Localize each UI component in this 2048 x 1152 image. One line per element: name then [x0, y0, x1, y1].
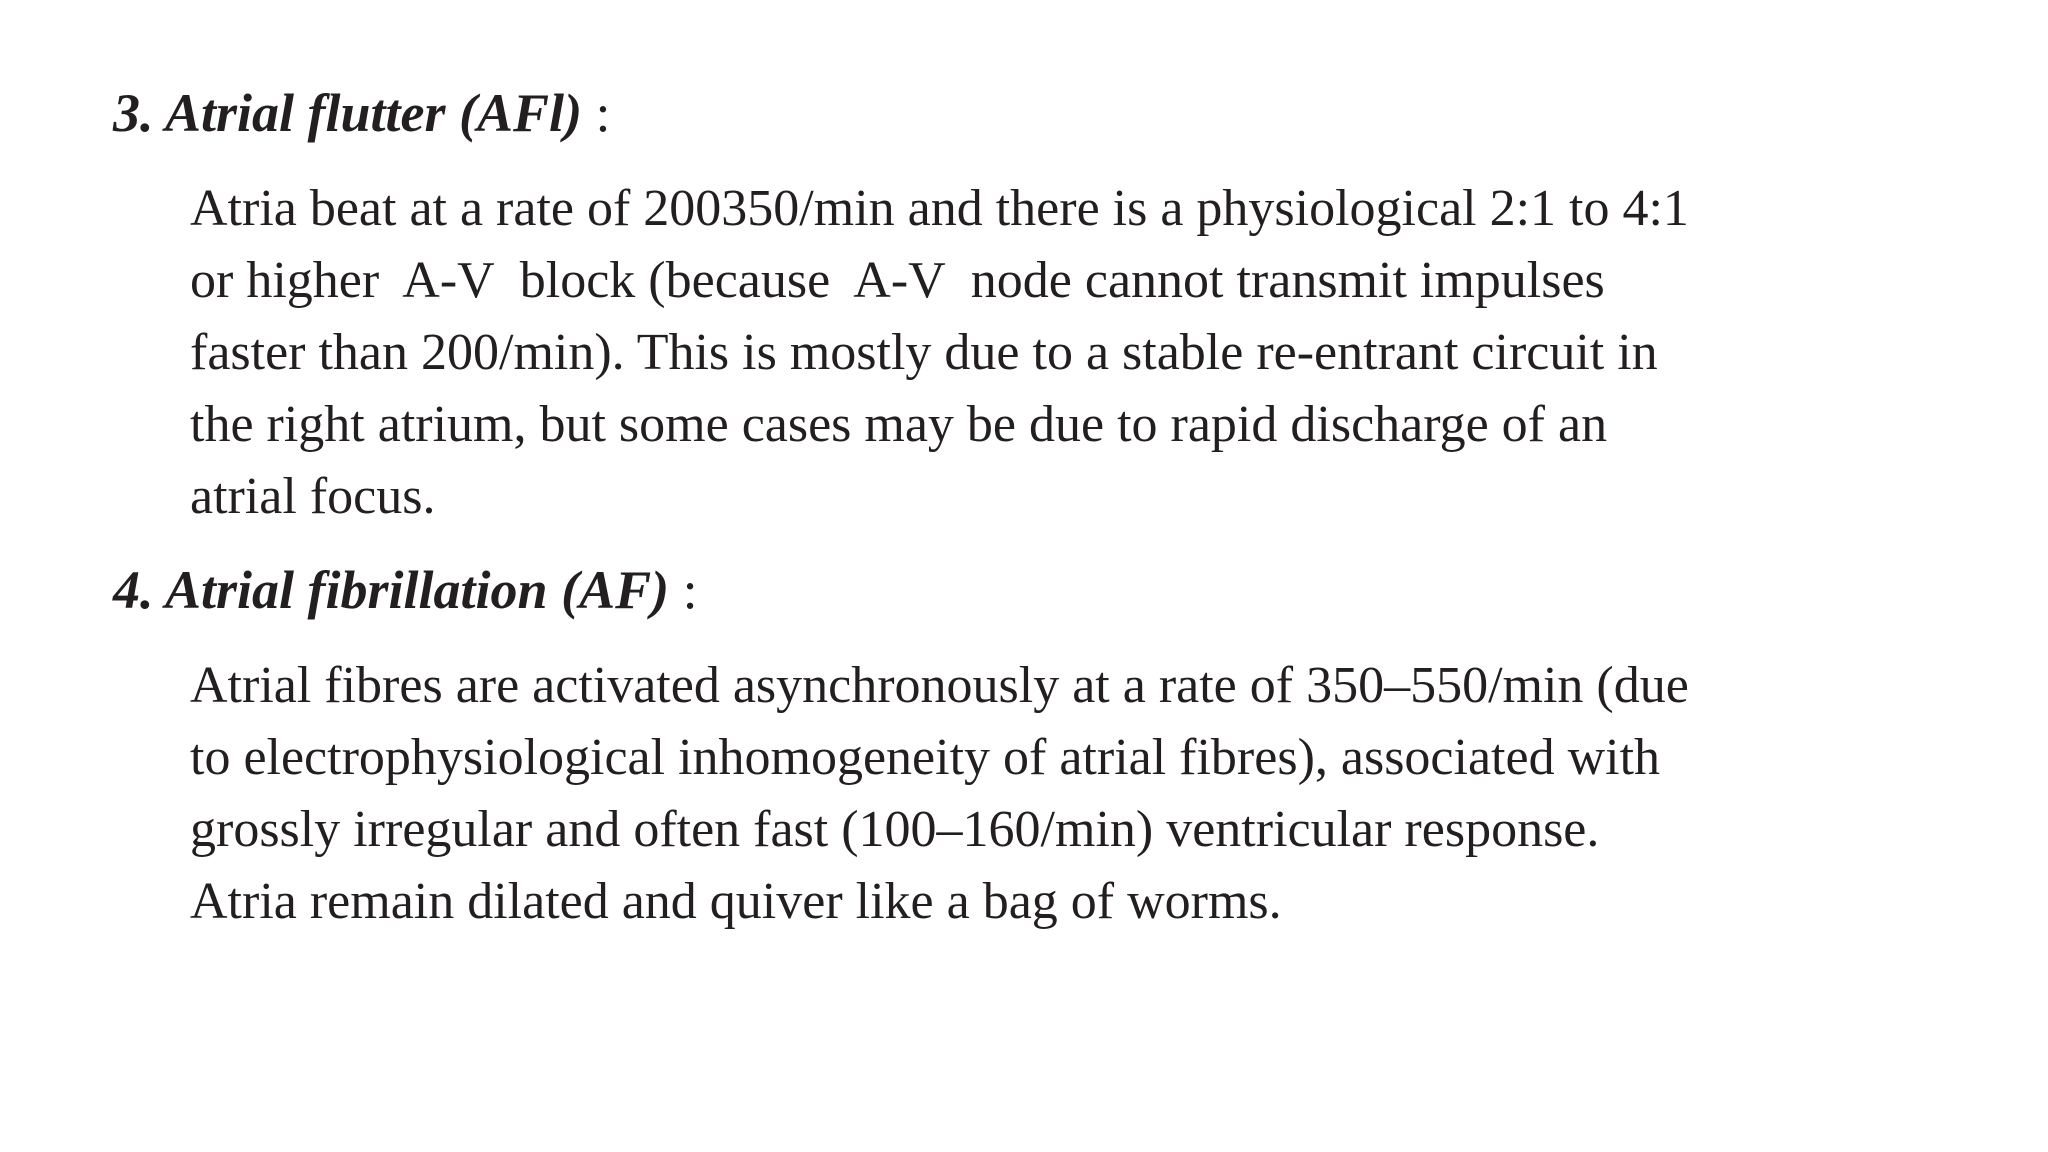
section-body-atrial-flutter: [190, 173, 1689, 533]
body-line: Atria remain dilated and quiver like a bag of worms.: [190, 873, 1282, 930]
section-title-suffix: :: [669, 560, 698, 620]
body-line: Atria beat at a rate of 200350/min and there is a physiological 2:1 to 4:1: [190, 180, 1689, 237]
body-line: Atrial fibres are activated asynchronously at a rate of 350–550/min (due: [190, 657, 1689, 714]
section-title: 3. Atrial flutter (AFl): [113, 83, 583, 143]
section-title-suffix: :: [582, 83, 611, 143]
section-heading-atrial-fibrillation: [113, 554, 698, 626]
body-line: the right atrium, but some cases may be due to rapid discharge of an: [190, 396, 1608, 453]
section-heading-atrial-flutter: [113, 77, 611, 149]
section-title: 4. Atrial fibrillation (AF): [113, 560, 670, 620]
body-line: atrial focus.: [190, 468, 436, 525]
body-line: to electrophysiological inhomogeneity of atrial fibres), associated with: [190, 729, 1661, 786]
body-line: or higher A-V block (because A-V node cannot transmit impulses: [190, 252, 1605, 309]
body-line: grossly irregular and often fast (100–160/min) ventricular response.: [190, 801, 1600, 858]
section-body-atrial-fibrillation: [190, 650, 1689, 938]
body-line: faster than 200/min). This is mostly due to a stable re-entrant circuit in: [190, 324, 1658, 381]
